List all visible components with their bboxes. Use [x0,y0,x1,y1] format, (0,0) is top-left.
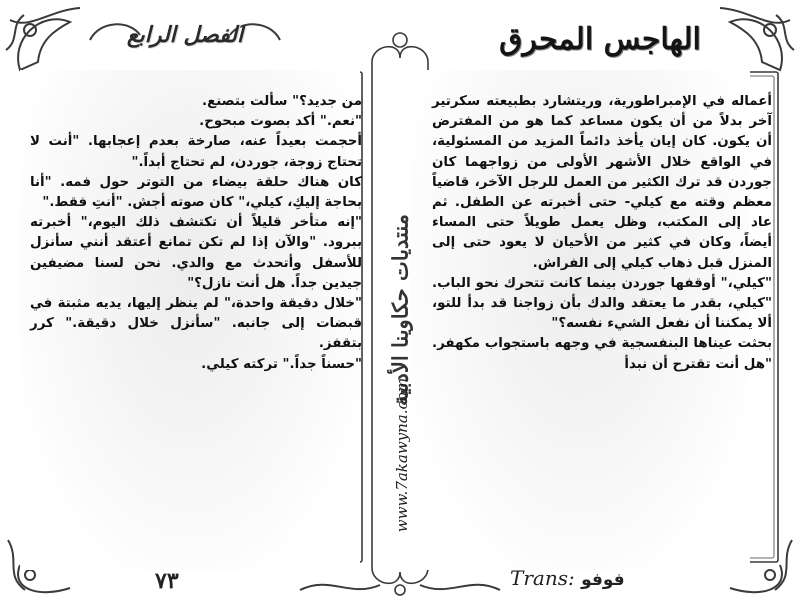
translator-label: Trans: [510,566,575,590]
right-page-text [432,92,772,375]
site-url: www.7akawyna.com [393,377,411,533]
chapter-title: الفصل الرابع [126,22,244,48]
paragraph: "خلال دقيقة واحدة،" لم ينظر إليها، يديه مثبتة في قبضات إلى جانبه. "سأنزل خلال دقيقة." كرر بتقفز. [30,296,362,352]
left-page-text [30,92,362,375]
paragraph: كان هناك حلقة بيضاء من التوتر حول فمه. "أنا بحاجة إليكِ، كيلي،" كان صوته أجش. "أنتِ فقط." [30,174,362,211]
paragraph: أحجمت بعيداً عنه، صارخة بعدم إعجابها. "أنت لا تحتاج زوجة، جوردن، لم تحتاج أبداً." [30,134,362,170]
paragraph: من جديد؟" سألت بتصنع. [201,94,362,109]
paragraph: "إنه متأخر قليلاً أن تكتشف ذلك اليوم،" أخبرته ببرود. "والآن إذا لم تكن تمانع أعتقد أنني سأنزل للأسفل وأتحدث مع والدي. نحن لسنا مضيفين جيدين جداً. هل أنت نازل؟" [30,215,362,291]
forum-name: منتديات حكاوينا الأدبية [387,214,413,406]
paragraph: "حسناً جداً." تركته كيلي. [201,356,362,372]
paragraph: أعماله في الإمبراطورية، وريتشارد بطبيعته سكرتير آخر بدلاً من أن يكون مساعد كما هو من المفترض أن يكون. كان إيان يأخذ دائماً المزيد من المسئولية، في الواقع خلال الأشهر الأولى من زواجهما كان جوردن قد ترك الكثير من العمل للرجل الآخر، قاضياً معظم وقته مع كيلي- حتى أخبرته عن الطفل. ثم عاد إلى المكتب، وظل يعمل طويلاً حتى المساء أيضاً، وكان في كثير من الأحيان لا يعود حتى إلى المنزل قبل ذهاب كيلي إلى الفراش. [432,94,772,271]
translator-name: فوفو [581,570,625,590]
paragraph: "كيلي،" أوقفها جوردن بينما كانت تتحرك نحو الباب. "كيلي، بقدر ما يعتقد والدك بأن زواجنا قد بدأ للتو، ألا يمكننا أن نفعل الشيء نفسه؟" [432,275,772,332]
paragraph: "نعم." أكد بصوت مبحوح. [199,114,362,130]
right-page-title: الهاجس المحرق [499,22,701,57]
page-number: ٧٣ [155,568,179,594]
translator-credit [510,566,625,590]
paragraph: بحثت عيناها البنفسجية في وجهه باستجواب مكهفر. "هل أنت تقترح أن نبدأ [432,336,772,372]
